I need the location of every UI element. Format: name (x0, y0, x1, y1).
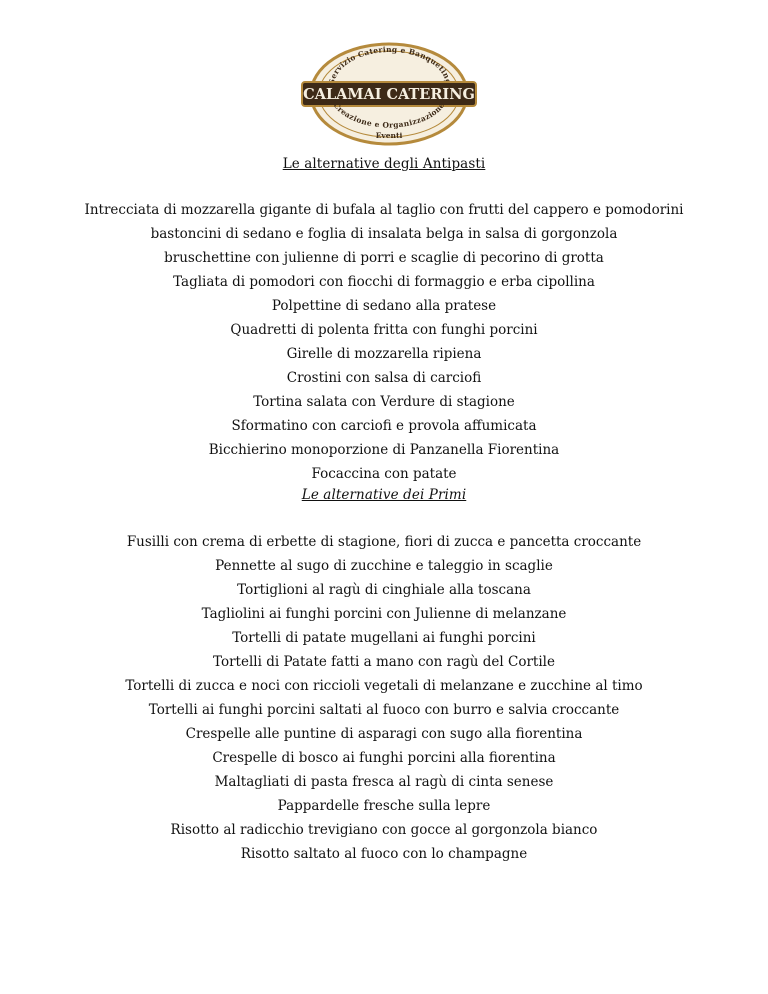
primi-heading: Le alternative dei Primi (301, 487, 467, 503)
primi-item: Risotto saltato al fuoco con lo champagne (240, 846, 528, 862)
primi-item: Fusilli con crema di erbette di stagione, fiori di zucca e pancetta croccante (126, 534, 642, 550)
antipasti-item: Bicchierino monoporzione di Panzanella Fiorentina (208, 442, 560, 458)
primi-item: Tortelli di Patate fatti a mano con ragù del Cortile (213, 654, 555, 670)
antipasti-item: Crostini con salsa di carciofi (286, 370, 482, 386)
primi-item: Risotto al radicchio trevigiano con gocce al gorgonzola bianco (170, 822, 598, 838)
antipasti-item: Sformatino con carciofi e provola affumicata (231, 418, 537, 434)
calamai-catering-logo (300, 40, 478, 148)
antipasti-item: Intrecciata di mozzarella gigante di bufala al taglio con frutti del cappero e pomodorini (84, 202, 684, 218)
primi-item: Pennette al sugo di zucchine e taleggio in scaglie (215, 558, 553, 574)
antipasti-item: bruschettine con julienne di porri e scaglie di pecorino di grotta (164, 250, 604, 266)
antipasti-item: Focaccina con patate (311, 466, 457, 482)
antipasti-list (0, 198, 768, 486)
logo-bottom-arc-text: Creazione e Organizzazione (331, 100, 447, 130)
antipasti-item: Tortina salata con Verdure di stagione (253, 394, 515, 410)
logo-bottom-line: Eventi (375, 131, 403, 140)
logo-top-arc-text: ervizio Catering e Banquetin (328, 44, 452, 81)
primi-item: Tortelli di patate mugellani ai funghi porcini (232, 630, 536, 646)
logo-name: CALAMAI CATERING (303, 86, 475, 103)
primi-list (0, 530, 768, 866)
antipasti-item: Quadretti di polenta fritta con funghi porcini (230, 322, 538, 338)
primi-item: Tagliolini ai funghi porcini con Julienne di melanzane (201, 606, 567, 622)
antipasti-item: Polpettine di sedano alla pratese (271, 298, 497, 314)
primi-item: Crespelle alle puntine di asparagi con sugo alla fiorentina (185, 726, 583, 742)
antipasti-heading: Le alternative degli Antipasti (282, 156, 486, 172)
primi-item: Tortelli di zucca e noci con riccioli vegetali di melanzane e zucchine al timo (125, 678, 643, 694)
primi-item: Pappardelle fresche sulla lepre (277, 798, 491, 814)
primi-item: Maltagliati di pasta fresca al ragù di cinta senese (214, 774, 554, 790)
antipasti-item: Girelle di mozzarella ripiena (286, 346, 482, 362)
antipasti-item: bastoncini di sedano e foglia di insalata belga in salsa di gorgonzola (150, 226, 618, 242)
primi-item: Crespelle di bosco ai funghi porcini alla fiorentina (212, 750, 556, 766)
primi-item: Tortiglioni al ragù di cinghiale alla toscana (237, 582, 531, 598)
primi-item: Tortelli ai funghi porcini saltati al fuoco con burro e salvia croccante (148, 702, 620, 718)
antipasti-item: Tagliata di pomodori con fiocchi di formaggio e erba cipollina (173, 274, 595, 290)
